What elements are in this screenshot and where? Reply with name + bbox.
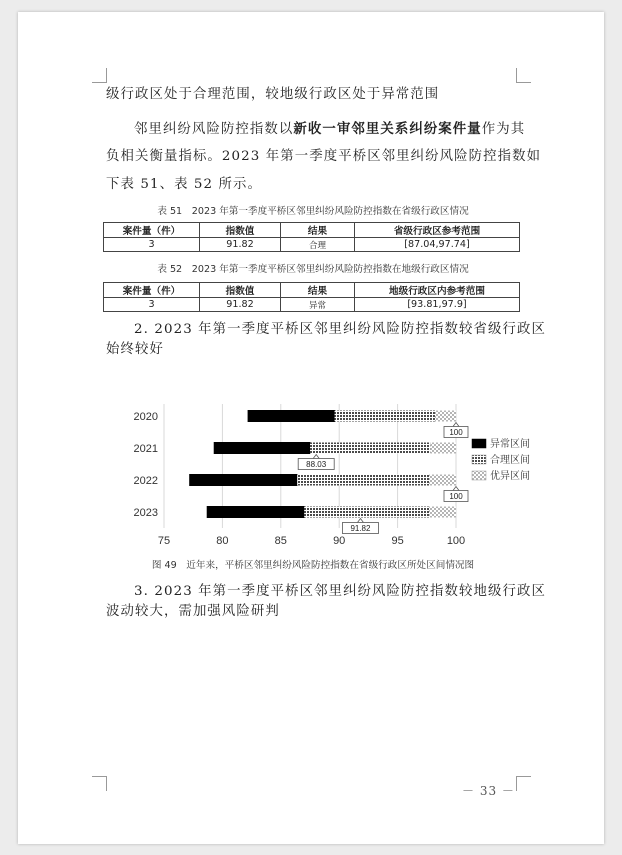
bar-segment [214,443,310,454]
text: 作为其 [481,122,526,137]
table-cell: 异常 [281,298,355,312]
x-tick-label: 80 [216,535,229,547]
x-tick-label: 90 [333,535,346,547]
table-51-caption: 表 51 2023 年第一季度平桥区邻里纠纷风险防控指数在省级行政区情况 [157,206,469,217]
table-cell: 3 [104,298,200,312]
document-page [18,12,604,844]
data-label: 91.82 [350,524,371,533]
legend-swatch [472,455,486,464]
category-label: 2020 [133,411,158,423]
legend-swatch [472,471,486,480]
data-label: 100 [449,428,463,437]
table-header: 指数值 [200,283,281,298]
table-52-caption: 表 52 2023 年第一季度平桥区邻里纠纷风险防控指数在地级行政区情况 [157,264,469,275]
crop-mark-top-right [516,68,531,83]
x-tick-label: 75 [157,535,171,547]
bar-segment [429,475,456,486]
table-header: 结果 [281,283,355,298]
table-header: 指数值 [200,223,281,238]
crop-mark-top-left [92,68,107,83]
crop-mark-bottom-right [516,776,531,791]
legend-label: 合理区间 [490,455,530,466]
table-header: 案件量（件） [104,223,200,238]
x-tick-label: 100 [446,535,466,547]
x-tick-label: 95 [391,535,404,547]
callout-pointer [453,487,459,491]
bar-segment [430,443,456,454]
category-label: 2023 [133,507,158,519]
bold-term: 新收一审邻里关系纠纷案件量 [293,121,482,137]
table-51 [103,222,520,252]
callout-pointer [453,423,459,427]
paragraph-line [106,115,546,144]
table-header: 案件量（件） [104,283,200,298]
table-row [104,298,520,312]
table-cell: 3 [104,238,200,252]
section-heading-2: 2. 2023 年第一季度平桥区邻里纠纷风险防控指数较省级行政区 [134,322,546,337]
legend-label: 异常区间 [490,439,530,450]
table-cell: [87.04,97.74] [355,238,520,252]
table-header: 省级行政区参考范围 [355,223,520,238]
paragraph-line: 下表 51、表 52 所示。 [106,177,262,192]
section-heading-2-cont: 始终较好 [106,342,164,357]
text: 邻里纠纷风险防控指数以 [134,122,294,137]
table-header: 地级行政区内参考范围 [355,283,520,298]
table-header-row [104,283,520,298]
data-label: 100 [449,492,463,501]
callout-pointer [313,455,319,459]
table-52 [103,282,520,312]
x-tick-label: 85 [274,535,287,547]
interval-bar-chart [124,394,544,554]
category-label: 2022 [133,475,158,487]
bar-segment [248,411,334,422]
legend-swatch [472,439,486,448]
bar-segment [207,507,304,518]
table-header-row [104,223,520,238]
crop-mark-bottom-left [92,776,107,791]
category-label: 2021 [133,443,158,455]
bar-segment [335,411,435,422]
page-number: － 33 － [462,784,515,798]
data-label: 88.03 [306,460,327,469]
bar-segment [435,411,456,422]
table-cell: 合理 [281,238,355,252]
table-cell: 91.82 [200,238,281,252]
paragraph-line: 负相关衡量指标。2023 年第一季度平桥区邻里纠纷风险防控指数如 [106,149,542,164]
bar-segment [310,443,430,454]
table-cell: [93.81,97.9] [355,298,520,312]
table-row [104,238,520,252]
callout-pointer [357,519,363,523]
bar-segment [190,475,297,486]
table-header: 结果 [281,223,355,238]
figure-49-caption: 图 49 近年来，平桥区邻里纠纷风险防控指数在省级行政区所处区间情况图 [151,560,475,571]
bar-segment [429,507,456,518]
bar-segment [304,507,429,518]
bar-segment [297,475,429,486]
paragraph-continued: 级行政区处于合理范围，较地级行政区处于异常范围 [106,87,440,102]
section-heading-3-cont: 波动较大，需加强风险研判 [106,604,280,619]
legend-label: 优异区间 [490,471,530,482]
table-cell: 91.82 [200,298,281,312]
section-heading-3: 3. 2023 年第一季度平桥区邻里纠纷风险防控指数较地级行政区 [134,584,546,599]
